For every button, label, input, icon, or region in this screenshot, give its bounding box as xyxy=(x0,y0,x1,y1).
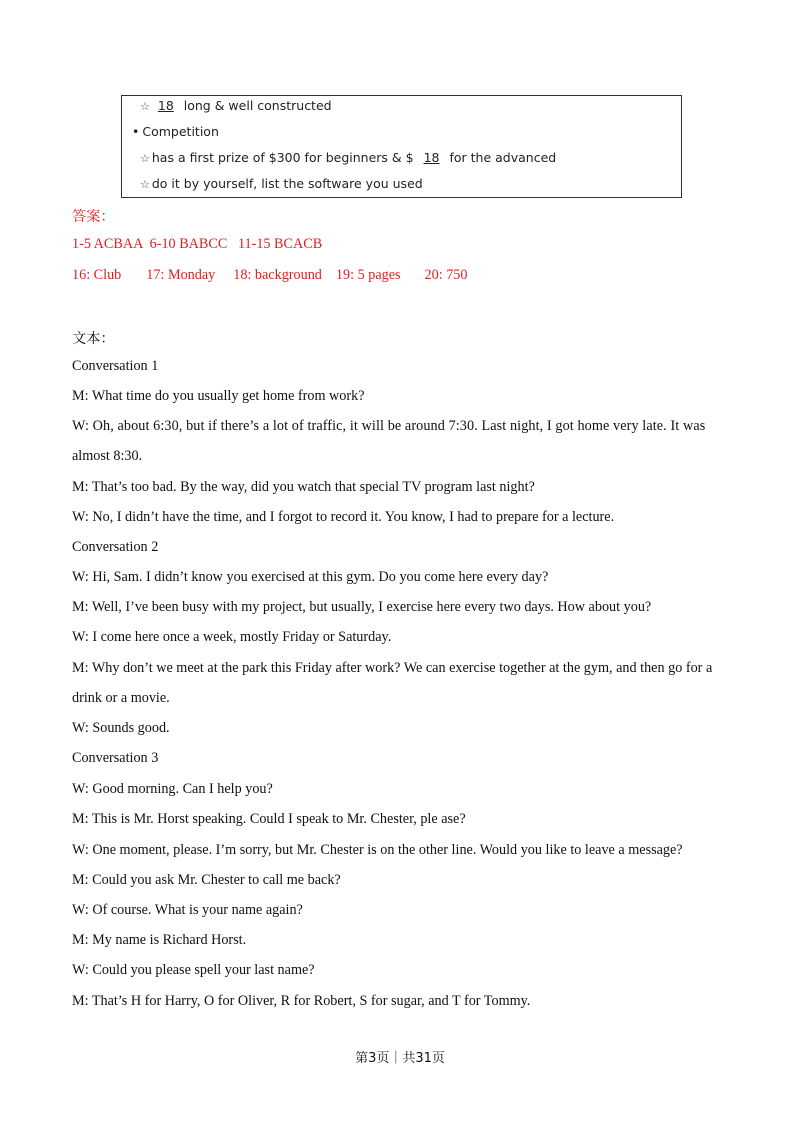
transcript-line: M: My name is Richard Horst. xyxy=(72,932,247,948)
answer-19: 19: 5 pages xyxy=(335,267,401,283)
transcript-line: M: Well, I’ve been busy with my project, but usually, I exercise here every two days. How about you? xyxy=(72,599,652,615)
transcript-line: M: Why don’t we meet at the park this Friday after work? We can exercise together at the gym, and then go for a xyxy=(72,660,713,676)
page-number: 第3页｜共31页 xyxy=(355,1051,445,1066)
transcript-line: M: That’s H for Harry, O for Oliver, R for Robert, S for sugar, and T for Tommy. xyxy=(72,993,531,1009)
notes-line-4 xyxy=(140,176,423,191)
notes-line-2 xyxy=(132,124,219,139)
star-icon: ☆ xyxy=(140,100,150,113)
notes-line-1-text: long & well constructed xyxy=(183,98,332,113)
transcript-line: M: This is Mr. Horst speaking. Could I speak to Mr. Chester, ple ase? xyxy=(72,811,466,827)
transcript-line: drink or a movie. xyxy=(72,690,170,706)
notes-line-2-text: Competition xyxy=(142,124,219,139)
answer-blank-18b: 18 xyxy=(423,150,440,165)
notes-line-3 xyxy=(140,150,556,165)
transcript-line: M: That’s too bad. By the way, did you watch that special TV program last night? xyxy=(72,479,535,495)
answers-label: 答案： xyxy=(72,209,115,225)
transcript-line: W: Good morning. Can I help you? xyxy=(72,781,273,797)
notes-line-3-pre: has a first prize of $300 for beginners & $ xyxy=(151,150,414,165)
transcript-line: W: One moment, please. I’m sorry, but Mr. Chester is on the other line. Would you like to leave a message? xyxy=(72,842,683,858)
transcript-line: W: Hi, Sam. I didn’t know you exercised at this gym. Do you come here every day? xyxy=(72,569,549,585)
transcript-line: W: No, I didn’t have the time, and I forgot to record it. You know, I had to prepare for a lecture. xyxy=(72,509,615,525)
answer-18: 18: background xyxy=(233,267,322,283)
answer-17: 17: Monday xyxy=(146,267,216,283)
transcript-line: W: Oh, about 6:30, but if there’s a lot of traffic, it will be around 7:30. Last night, I got home very late. It was xyxy=(72,418,706,434)
answer-blank-18a: 18 xyxy=(157,98,174,113)
notes-box xyxy=(121,95,682,198)
notes-line-4-text: do it by yourself, list the software you used xyxy=(151,176,423,191)
transcript-line: W: Could you please spell your last name? xyxy=(72,962,315,978)
transcript-line: M: What time do you usually get home from work? xyxy=(72,388,365,404)
star-icon: ☆ xyxy=(140,152,150,165)
transcript-line: almost 8:30. xyxy=(72,448,143,464)
transcript-line: W: I come here once a week, mostly Friday or Saturday. xyxy=(72,629,392,645)
answer-20: 20: 750 xyxy=(424,267,468,283)
transcript-line: Conversation 1 xyxy=(72,358,159,374)
transcript-line: W: Of course. What is your name again? xyxy=(72,902,303,918)
transcript-line: Conversation 3 xyxy=(72,750,159,766)
star-icon: ☆ xyxy=(140,178,150,191)
answers-row-2 xyxy=(72,267,468,284)
notes-line-3-post: for the advanced xyxy=(449,150,557,165)
transcript-line: M: Could you ask Mr. Chester to call me back? xyxy=(72,872,341,888)
bullet-icon: • xyxy=(132,124,140,139)
answer-16: 16: Club xyxy=(72,267,122,283)
transcript-label: 文本： xyxy=(72,331,115,347)
transcript-line: W: Sounds good. xyxy=(72,720,170,736)
answers-row-1: 1-5 ACBAA 6-10 BABCC 11-15 BCACB xyxy=(72,236,323,252)
transcript-line: Conversation 2 xyxy=(72,539,159,555)
notes-line-1 xyxy=(140,98,332,113)
